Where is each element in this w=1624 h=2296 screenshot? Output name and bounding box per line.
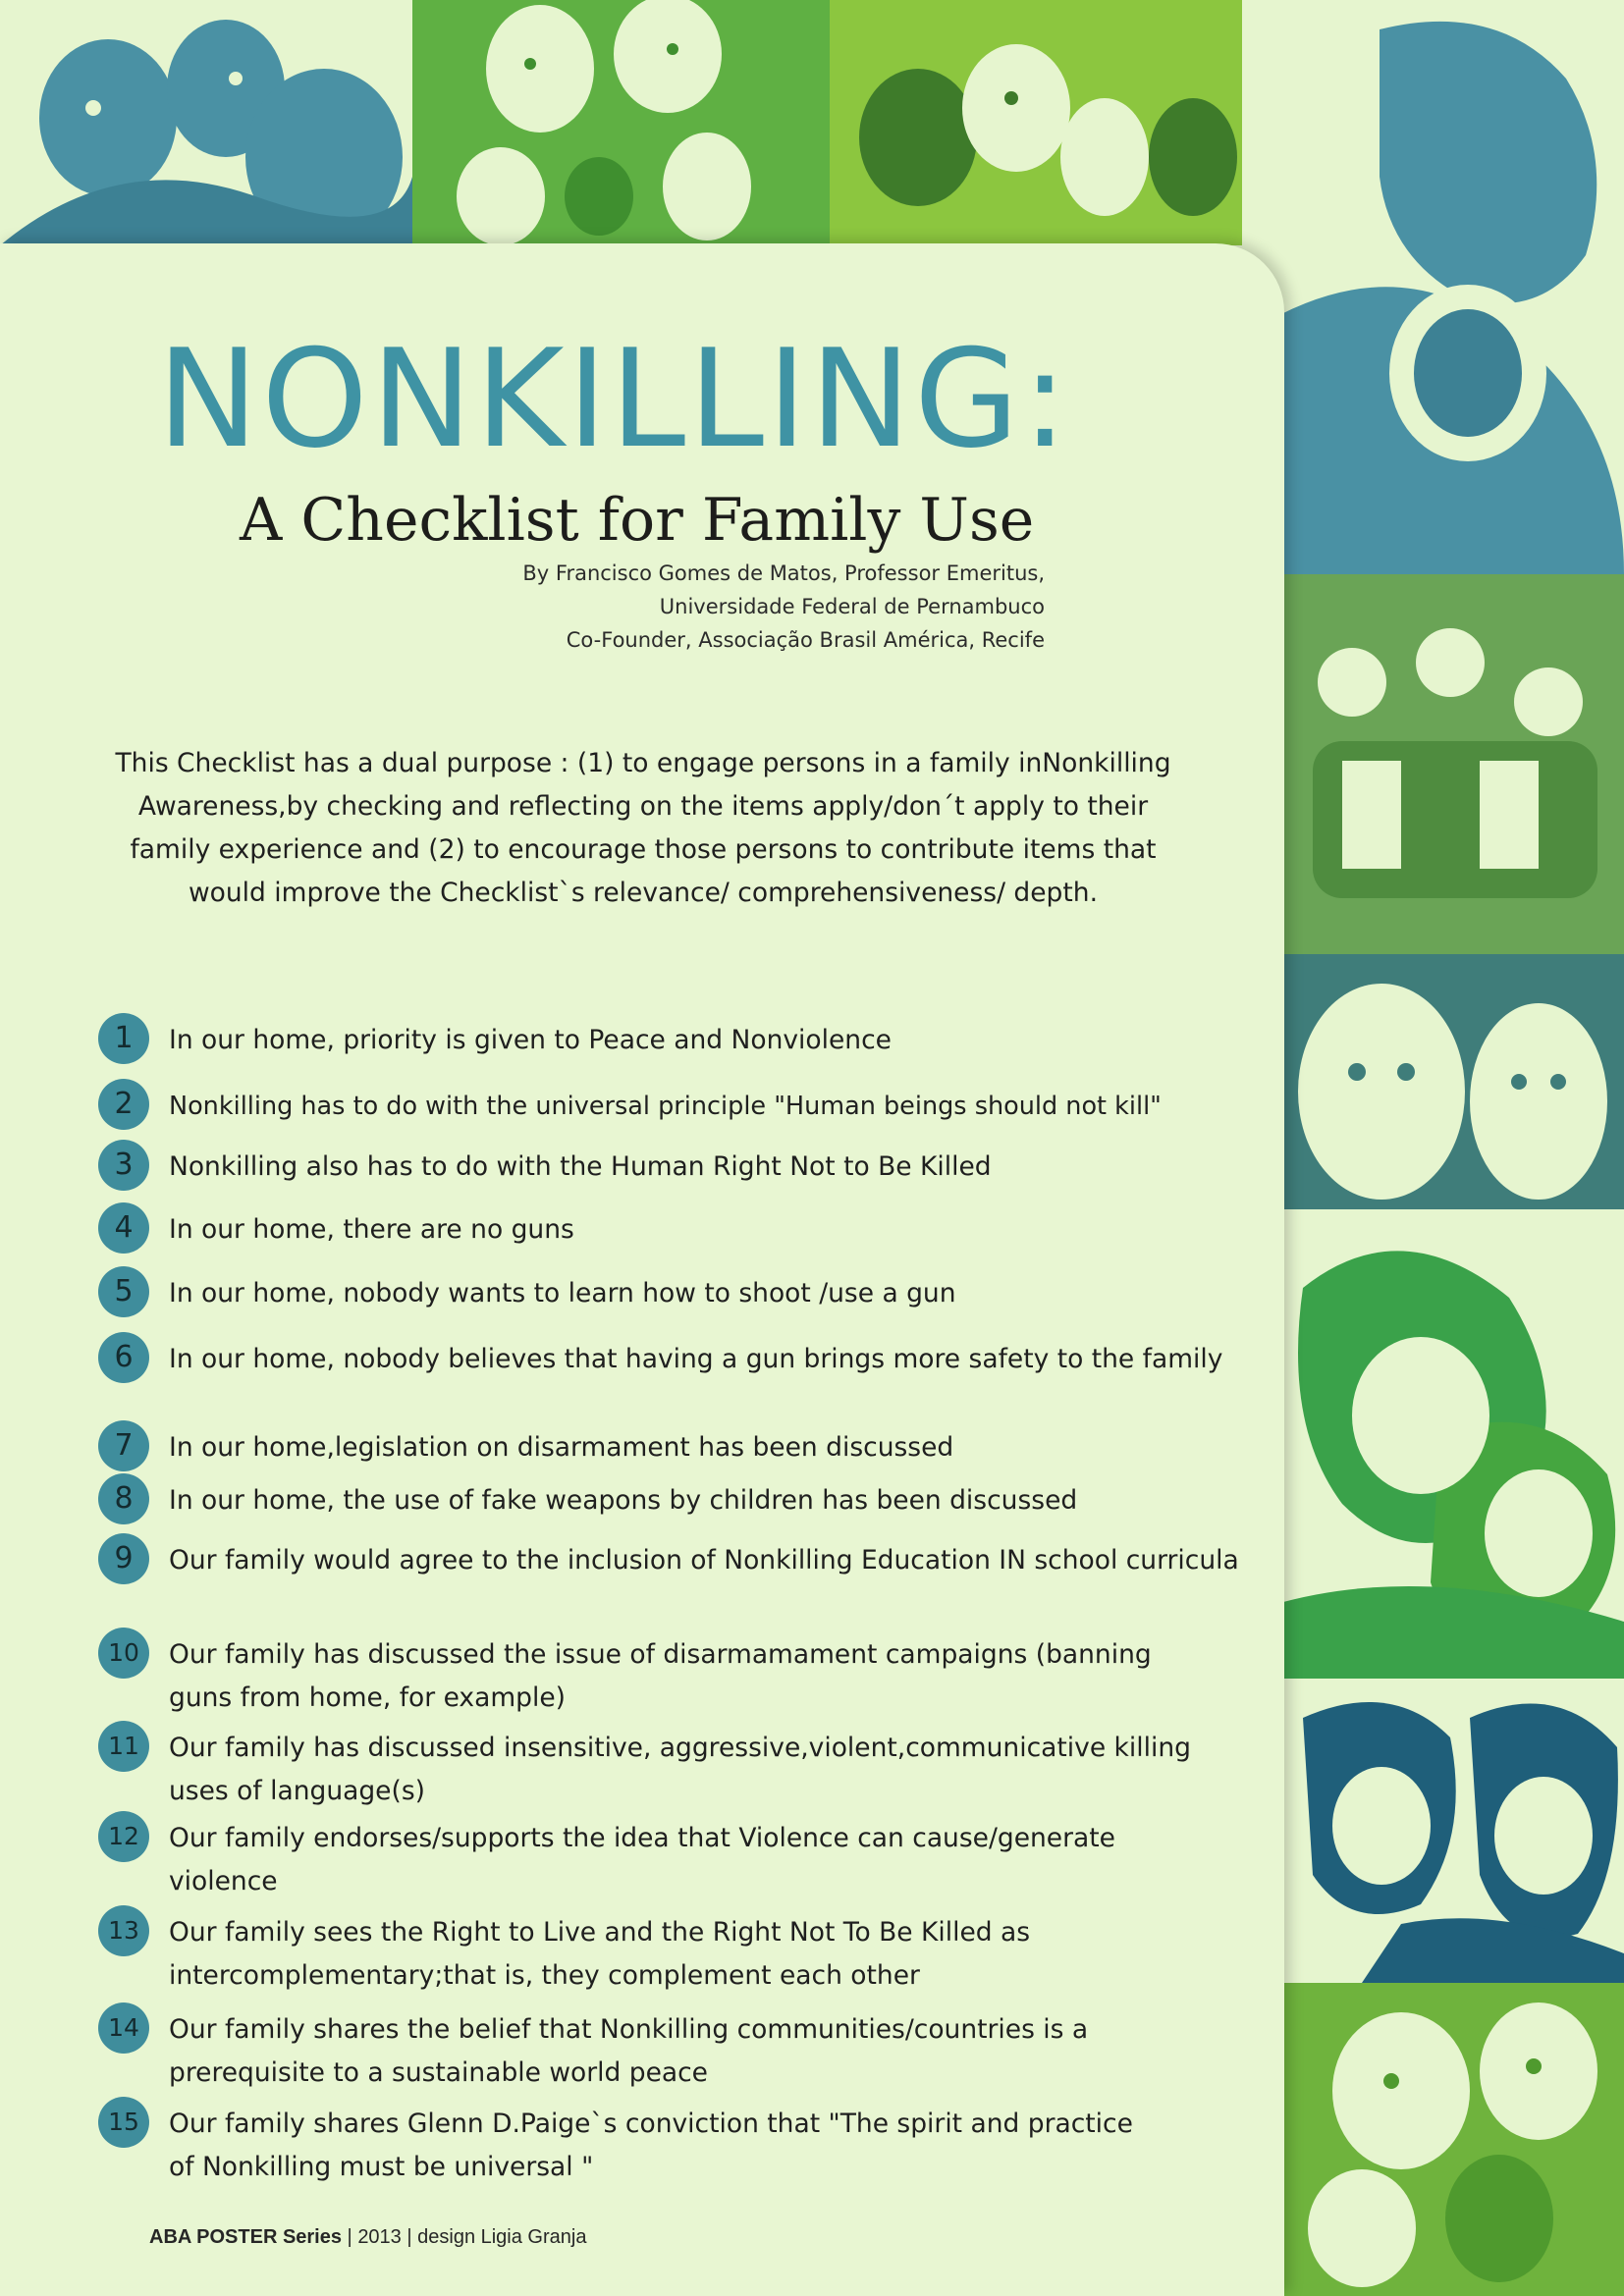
family-photo-green-top [412,0,830,245]
item-text: In our home,legislation on disarmament has been discussed [169,1432,954,1463]
item-number-badge: 1 [98,1013,149,1064]
page-title: NONKILLING: [157,320,1071,478]
intro-paragraph: This Checklist has a dual purpose : (1) to engage persons in a family inNonkilling Awareness,by checking and reflecting on the items apply/don´t apply to their family experience and (2) to encourage those persons to contribute items that would improve the Checklist`s relevance/ comprehensiveness/ depth. [115,748,1171,908]
family-photo-lime-top [830,0,1242,245]
item-text: Our family shares the belief that Nonkilling communities/countries is a prerequisite to a sustainable world peace [169,2014,1089,2088]
footer-series: ABA POSTER Series [149,2226,342,2248]
footer-credit: ABA POSTER Series | 2013 | design Ligia Granja [149,2226,587,2248]
affiliation-line: Universidade Federal de Pernambuco [659,595,1045,618]
grandparents-photo-green [1283,574,1624,954]
item-text: In our home, priority is given to Peace and Nonviolence [169,1025,892,1055]
item-text: Nonkilling has to do with the universal principle "Human beings should not kill" [169,1092,1162,1121]
item-text: In our home, there are no guns [169,1214,574,1245]
mother-son-photo-blue [1283,1679,1624,1983]
item-text: In our home, nobody believes that having a gun brings more safety to the family [169,1344,1223,1374]
item-number-badge: 7 [98,1420,149,1471]
item-number-badge: 10 [98,1628,149,1679]
item-number-badge: 4 [98,1202,149,1254]
footer-design: design Ligia Granja [417,2226,587,2248]
item-number-badge: 14 [98,2002,149,2054]
author-line: By Francisco Gomes de Matos, Professor Emeritus, [522,561,1045,585]
item-text: In our home, the use of fake weapons by children has been discussed [169,1485,1078,1516]
item-number-badge: 6 [98,1332,149,1383]
item-text: Our family endorses/supports the idea that Violence can cause/generate violence [169,1823,1115,1896]
item-text: Our family has discussed the issue of disarmamament campaigns (banning guns from home, for example) [169,1639,1152,1713]
family-photo-teal-top [0,0,412,245]
item-number-badge: 3 [98,1140,149,1191]
item-text: In our home, nobody wants to learn how to shoot /use a gun [169,1278,956,1308]
item-number-badge: 11 [98,1721,149,1772]
item-number-badge: 12 [98,1811,149,1862]
page-subtitle: A Checklist for Family Use [240,486,1035,555]
item-text: Our family has discussed insensitive, aggressive,violent,communicative killing uses of language(s) [169,1733,1191,1806]
item-text: Our family sees the Right to Live and the Right Not To Be Killed as intercomplementary;that is, they complement each other [169,1917,1031,1991]
item-number-badge: 5 [98,1266,149,1317]
item-number-badge: 2 [98,1079,149,1130]
item-number-badge: 9 [98,1533,149,1584]
item-text: Nonkilling also has to do with the Human Right Not to Be Killed [169,1151,992,1182]
footer-year: 2013 [357,2226,402,2248]
cofounder-line: Co-Founder, Associação Brasil América, Recife [566,628,1045,652]
item-number-badge: 8 [98,1473,149,1524]
item-text: Our family shares Glenn D.Paige`s conviction that "The spirit and practice of Nonkilling must be universal " [169,2109,1133,2182]
mother-child-photo-teal [1242,0,1624,574]
item-number-badge: 15 [98,2097,149,2148]
item-number-badge: 13 [98,1905,149,1956]
family-photo-green-bottom [1283,1983,1624,2296]
item-text: Our family would agree to the inclusion of Nonkilling Education IN school curricula [169,1545,1239,1575]
